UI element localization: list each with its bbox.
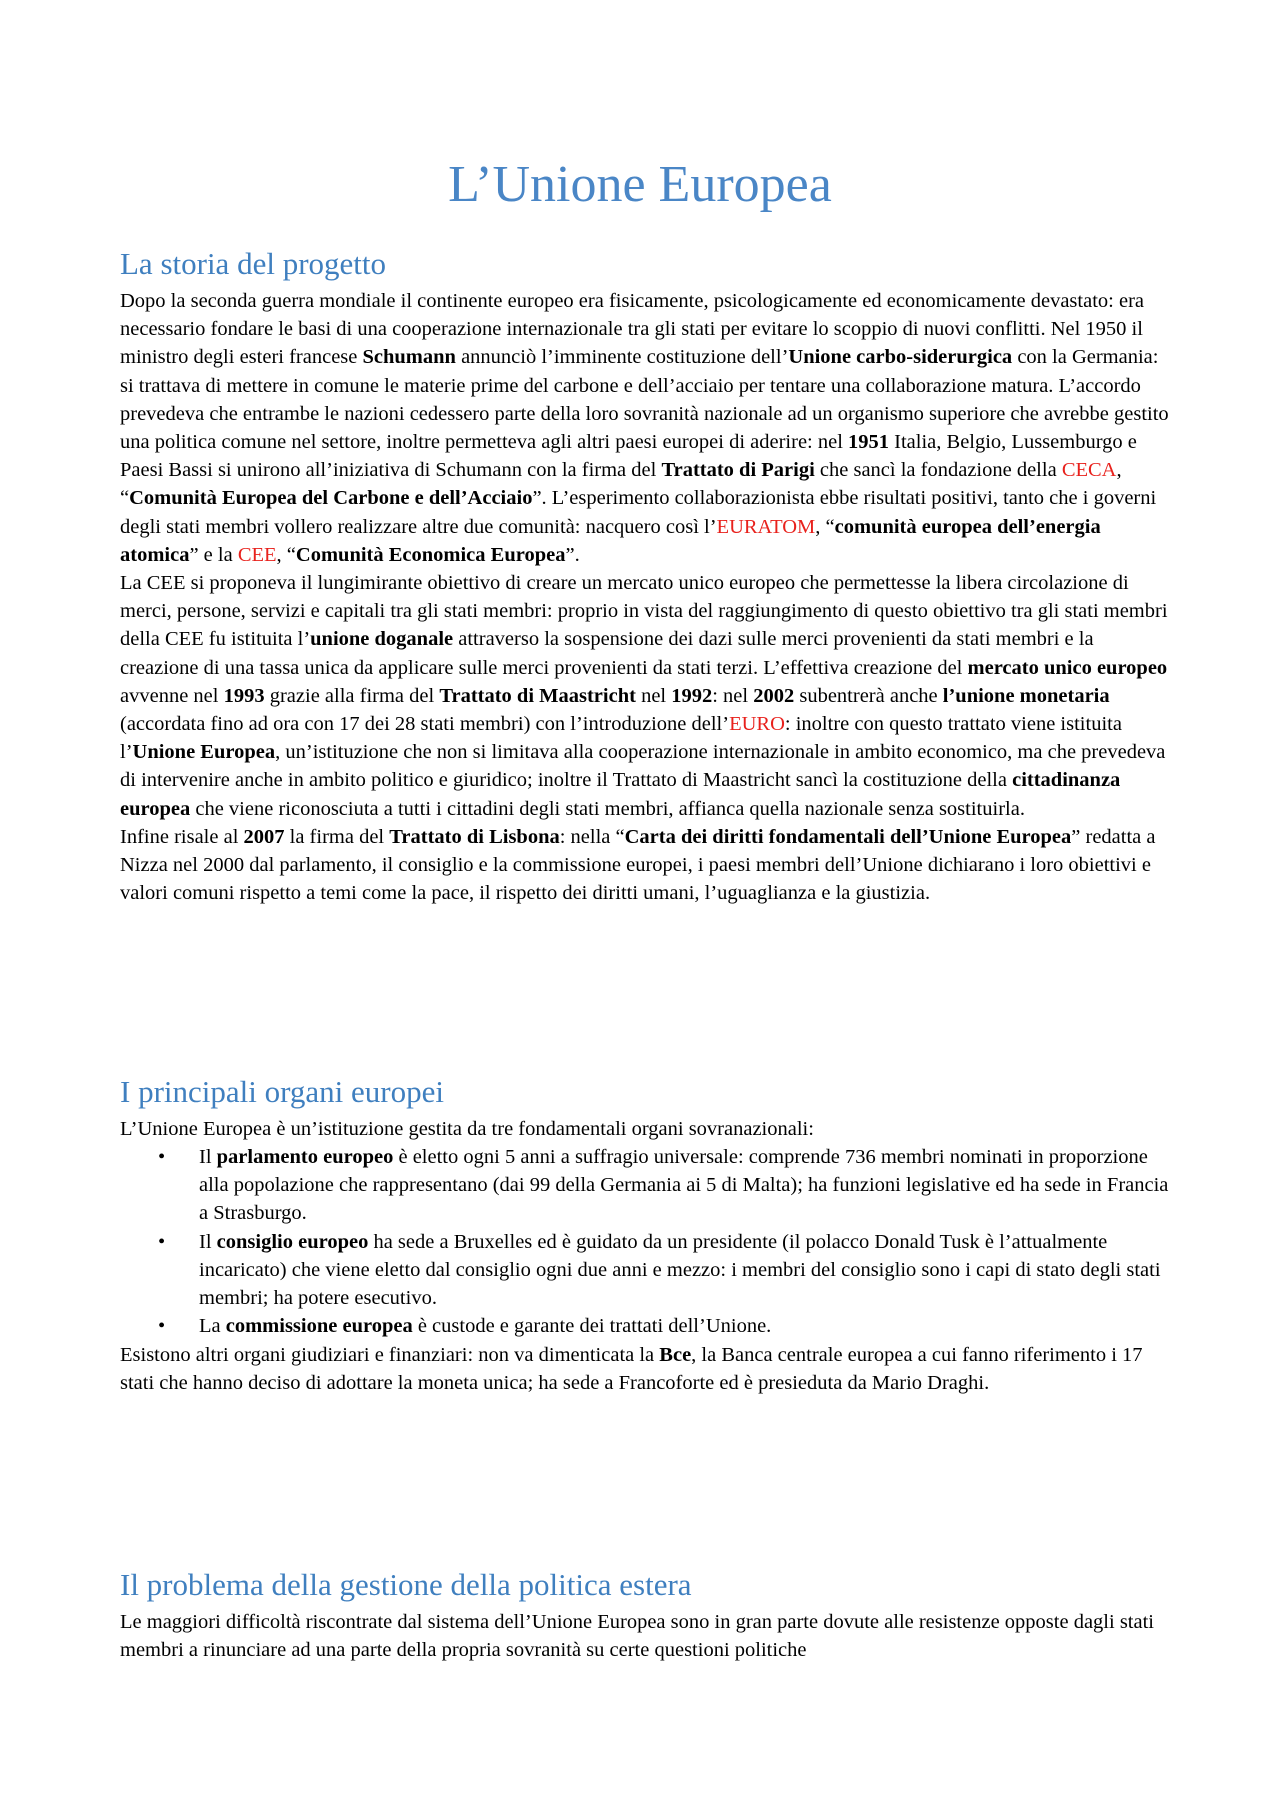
text-run: subentrerà anche — [794, 684, 943, 707]
text-run: che sancì la fondazione della — [814, 459, 1062, 482]
paragraph — [120, 287, 1170, 569]
section-intro-organi — [120, 1115, 1170, 1143]
text-run: avvenne nel — [120, 684, 224, 707]
text-run: , “ — [815, 515, 835, 538]
bold-text: Trattato di Maastricht — [439, 684, 636, 707]
highlighted-acronym: CEE — [237, 543, 277, 566]
list-item-text — [199, 1146, 1168, 1224]
text-run: ha sede a Bruxelles ed è guidato da un presidente (il polacco Donald Tusk è l’attualmente incaricato) che viene eletto dal consiglio ogni due anni e mezzo: i membri del consiglio sono i capi di stato degli stati membri; ha potere esecutivo. — [199, 1230, 1161, 1310]
bold-text: Carta dei diritti fondamentali dell’Unione Europea — [624, 825, 1072, 848]
list-item-text — [199, 1231, 1161, 1309]
list-item — [120, 1312, 1170, 1340]
bold-text: Trattato di Parigi — [661, 459, 815, 482]
list-item — [120, 1143, 1170, 1228]
organi-bullet-list — [120, 1143, 1170, 1340]
bullet-icon: • — [158, 1315, 166, 1338]
bold-text: Schumann — [362, 346, 456, 369]
text-run: : inoltre con questo trattato viene istituita l’ — [120, 713, 1122, 764]
section-heading-organi: I principali organi europei — [120, 1074, 444, 1109]
text-run: , “ — [276, 543, 296, 566]
highlighted-acronym: CECA — [1061, 459, 1117, 482]
list-item — [120, 1228, 1170, 1313]
bold-text: Unione carbo-siderurgica — [788, 346, 1013, 369]
highlighted-acronym: EURO — [729, 713, 785, 736]
bold-text: commissione europea — [225, 1315, 413, 1338]
bold-text: unione doganale — [310, 628, 454, 651]
bullet-icon: • — [158, 1146, 166, 1168]
text-run: Il — [199, 1230, 217, 1253]
text-run: La CEE si proponeva il lungimirante obiettivo di creare un mercato unico europeo che permettesse la libera circolazione di merci, persone, servizi e capitali tra gli stati membri: proprio in vista del raggiungimento di questo obiettivo tra gli stati membri della CEE fu istituita l’ — [120, 572, 1168, 651]
bold-text: Comunità Europea del Carbone e dell’Acciaio — [129, 487, 533, 510]
bold-text: l’unione monetaria — [942, 684, 1110, 707]
paragraph — [120, 569, 1170, 823]
text-run: è custode e garante dei trattati dell’Unione. — [412, 1315, 772, 1338]
bold-text: consiglio europeo — [216, 1230, 369, 1253]
text-run: (accordata fino ad ora con 17 dei 28 stati membri) con l’introduzione dell’ — [120, 713, 730, 736]
text-run: La — [199, 1315, 226, 1338]
text-run: ” e la — [189, 543, 238, 566]
paragraph — [120, 823, 1170, 908]
section-heading-politica-estera: Il problema della gestione della politica estera — [120, 1567, 692, 1602]
text-run: : nella “ — [559, 825, 625, 848]
text-run: la firma del — [284, 825, 390, 848]
paragraph — [120, 1341, 1170, 1397]
text-run: annunciò l’imminente costituzione dell’ — [455, 346, 789, 369]
bold-text: Trattato di Lisbona — [389, 825, 560, 848]
text-run: : nel — [712, 684, 754, 707]
text-run: attraverso la sospensione dei dazi sulle merci provenienti da stati membri e la creazione di una tassa unica da applicare sulle merci provenienti da stati terzi. L’effettiva creazione del — [120, 628, 1094, 679]
list-item-text — [199, 1315, 771, 1337]
bold-text: 1992 — [671, 684, 713, 707]
text-run: ” redatta a Nizza nel 2000 dal parlamento, il consiglio e la commissione europei, i paesi membri dell’Unione dichiarano i loro obiettivi e valori comuni rispetto a temi come la pace, il rispetto dei diritti umani, l’uguaglianza e la giustizia. — [120, 825, 1156, 905]
bullet-icon: • — [158, 1230, 166, 1253]
bold-text: parlamento europeo — [216, 1146, 394, 1168]
text-run: , la Banca centrale europea a cui fanno riferimento i 17 stati che hanno deciso di adottare la moneta unica; ha sede a Francoforte ed è presieduta da Mario Draghi. — [120, 1344, 1143, 1395]
text-run: nel — [635, 684, 672, 707]
document-title: L’Unione Europea — [448, 156, 832, 213]
text-run: è eletto ogni 5 anni a suffragio universale: comprende 736 membri nominati in proporzione alla popolazione che rappresentano (dai 99 della Germania ai 5 di Malta); ha funzioni legislative ed ha sede in Francia a Strasburgo. — [199, 1146, 1169, 1225]
section-body-storia — [120, 287, 1170, 907]
text-run: ”. L’esperimento collaborazionista ebbe risultati positivi, tanto che i governi degli stati membri vollero realizzare altre due comunità: nacquero così l’ — [120, 487, 1157, 538]
text-run: grazie alla firma del — [264, 684, 440, 707]
bold-text: 2002 — [753, 684, 795, 707]
text-run: Il — [199, 1146, 217, 1168]
text-run: che viene riconosciuta a tutti i cittadini degli stati membri, affianca quella nazionale senza sostituirla. — [190, 797, 1025, 820]
text-run: Italia, Belgio, Lussemburgo e Paesi Bassi si unirono all’iniziativa di Schumann con la firma del — [120, 431, 1137, 482]
text-run: Dopo la seconda guerra mondiale il continente europeo era fisicamente, psicologicamente ed economicamente devastato: era necessario fondare le basi di una cooperazione internazionale tra gli stati per evitare lo scoppio di nuovi conflitti. Nel 1950 il ministro degli esteri francese — [120, 290, 1144, 369]
section-outro-organi — [120, 1341, 1170, 1397]
bold-text: Unione Europea — [132, 741, 276, 764]
section-heading-storia: La storia del progetto — [120, 246, 386, 281]
text-run: ”. — [565, 543, 580, 566]
paragraph: L’Unione Europea è un’istituzione gestita da tre fondamentali organi sovranazionali: — [120, 1118, 814, 1140]
text-run: Le maggiori difficoltà riscontrate dal sistema dell’Unione Europea sono in gran parte dovute alle resistenze opposte dagli stati membri a rinunciare ad una parte della propria sovranità su certe questioni politiche — [120, 1611, 1154, 1662]
bold-text: 1951 — [848, 431, 890, 454]
highlighted-acronym: EURATOM — [716, 515, 816, 538]
section-body-politica-estera — [120, 1608, 1170, 1664]
text-run: con la Germania: si trattava di mettere in comune le materie prime del carbone e dell’acciaio per tentare una collaborazione matura. L’accordo prevedeva che entrambe le nazioni cedessero parte della loro sovranità nazionale ad un organismo superiore che avrebbe gestito una politica comune nel settore, inoltre permetteva agli altri paesi europei di aderire: nel — [120, 346, 1169, 454]
text-run: , “ — [120, 459, 1122, 510]
text-run: Infine risale al — [120, 825, 244, 848]
bold-text: Comunità Economica Europea — [295, 543, 566, 566]
bold-text: Bce — [659, 1344, 692, 1366]
text-run: , un’istituzione che non si limitava alla cooperazione internazionale in ambito economico, ma che prevedeva di intervenire anche in ambito politico e giuridico; inoltre il Trattato di Maastricht sancì la costituzione della — [120, 741, 1166, 792]
bold-text: cittadinanza europea — [120, 769, 1121, 820]
bold-text: 2007 — [243, 825, 285, 848]
bold-text: mercato unico europeo — [967, 656, 1168, 679]
text-run: Esistono altri organi giudiziari e finanziari: non va dimenticata la — [120, 1344, 660, 1366]
bold-text: 1993 — [223, 684, 265, 707]
paragraph — [120, 1608, 1170, 1664]
bold-text: comunità europea dell’energia atomica — [120, 515, 1101, 566]
